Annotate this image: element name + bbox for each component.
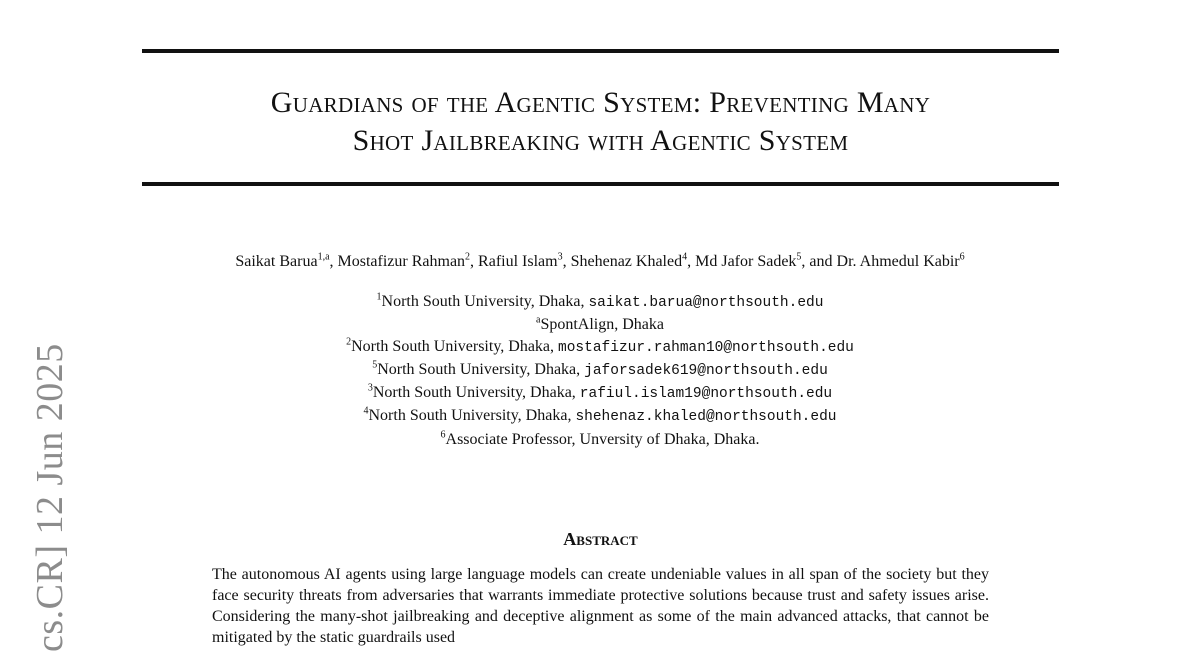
title-line-1: Guardians of the Agentic System: Preventing Many	[270, 86, 931, 119]
author	[478, 253, 571, 270]
affiliation-line	[200, 382, 1000, 405]
title-top-rule	[142, 49, 1059, 53]
affiliation-list	[200, 291, 1000, 450]
affiliation-text: North South University, Dhaka,	[368, 407, 576, 425]
author	[235, 253, 337, 270]
author-separator: ,	[329, 253, 338, 270]
affiliation-mark: 4	[363, 406, 369, 418]
affiliation-email-link[interactable]: rafiul.islam19@northsouth.edu	[579, 386, 833, 403]
author-name: Rafiul Islam	[478, 253, 558, 270]
author-affil-mark: 5	[796, 251, 802, 263]
author	[695, 253, 836, 270]
title-line-2: Shot Jailbreaking with Agentic System	[352, 124, 849, 157]
author-name: Shehenaz Khaled	[570, 253, 683, 270]
affiliation-email-link[interactable]: saikat.barua@northsouth.edu	[588, 295, 824, 311]
affiliation-mark: a	[536, 314, 541, 326]
affiliation-mark: 3	[367, 382, 373, 394]
affiliation-text: North South University, Dhaka,	[351, 337, 559, 355]
author-name: Saikat Barua	[235, 253, 318, 270]
author-affil-mark: 3	[557, 251, 563, 263]
affiliation-email-link[interactable]: shehenaz.khaled@northsouth.edu	[575, 409, 837, 426]
affiliation-line	[200, 291, 1000, 314]
author-affil-mark: 1,a	[317, 251, 330, 263]
author	[338, 253, 479, 270]
affiliation-line	[200, 405, 1000, 428]
author-affil-mark: 2	[465, 251, 471, 263]
author-name: Dr. Ahmedul Kabir	[836, 253, 960, 270]
affiliation-email-link[interactable]: mostafizur.rahman10@northsouth.edu	[558, 339, 854, 356]
affiliation-text: North South University, Dhaka,	[377, 360, 585, 378]
author-list	[100, 253, 1100, 271]
author-name: Md Jafor Sadek	[695, 253, 797, 270]
author-name: Mostafizur Rahman	[337, 253, 466, 270]
abstract-body	[212, 564, 989, 648]
affiliation-mark: 2	[346, 336, 352, 348]
affiliation-text: North South University, Dhaka,	[381, 293, 589, 310]
author	[837, 253, 965, 270]
arxiv-stamp: cs.CR] 12 Jun 2025	[29, 343, 71, 652]
abstract-heading: Abstract	[563, 529, 638, 549]
paper-title	[142, 84, 1059, 160]
affiliation-line	[200, 359, 1000, 382]
affiliation-line	[200, 429, 1000, 450]
title-bottom-rule	[142, 182, 1059, 186]
abstract-text: The autonomous AI agents using large language models can create undeniable values in all span of the society but they face security threats from adversaries that warrants immediate protective solutions because trust and safety issues arise. Considering the many-shot jailbreaking and deceptive alignment as some of the main advanced attacks, that cannot be mitigated by the static guardrails used	[212, 566, 989, 646]
affiliation-text: Associate Professor, Unversity of Dhaka, Dhaka.	[445, 430, 760, 448]
affiliation-line	[200, 336, 1000, 359]
affiliation-text: SpontAlign, Dhaka	[540, 316, 664, 334]
affiliation-line	[200, 314, 1000, 335]
author-affil-mark: 4	[682, 251, 688, 263]
author-separator: , and	[801, 253, 837, 270]
author-affil-mark: 6	[959, 251, 965, 263]
affiliation-mark: 1	[376, 291, 382, 303]
affiliation-text: North South University, Dhaka,	[372, 384, 580, 402]
author-separator: ,	[470, 253, 479, 270]
affiliation-email-link[interactable]: jaforsadek619@northsouth.edu	[584, 362, 828, 379]
affiliation-mark: 6	[440, 429, 446, 441]
author	[571, 253, 696, 270]
author-separator: ,	[687, 253, 696, 270]
author-separator: ,	[562, 253, 571, 270]
affiliation-mark: 5	[372, 359, 378, 371]
